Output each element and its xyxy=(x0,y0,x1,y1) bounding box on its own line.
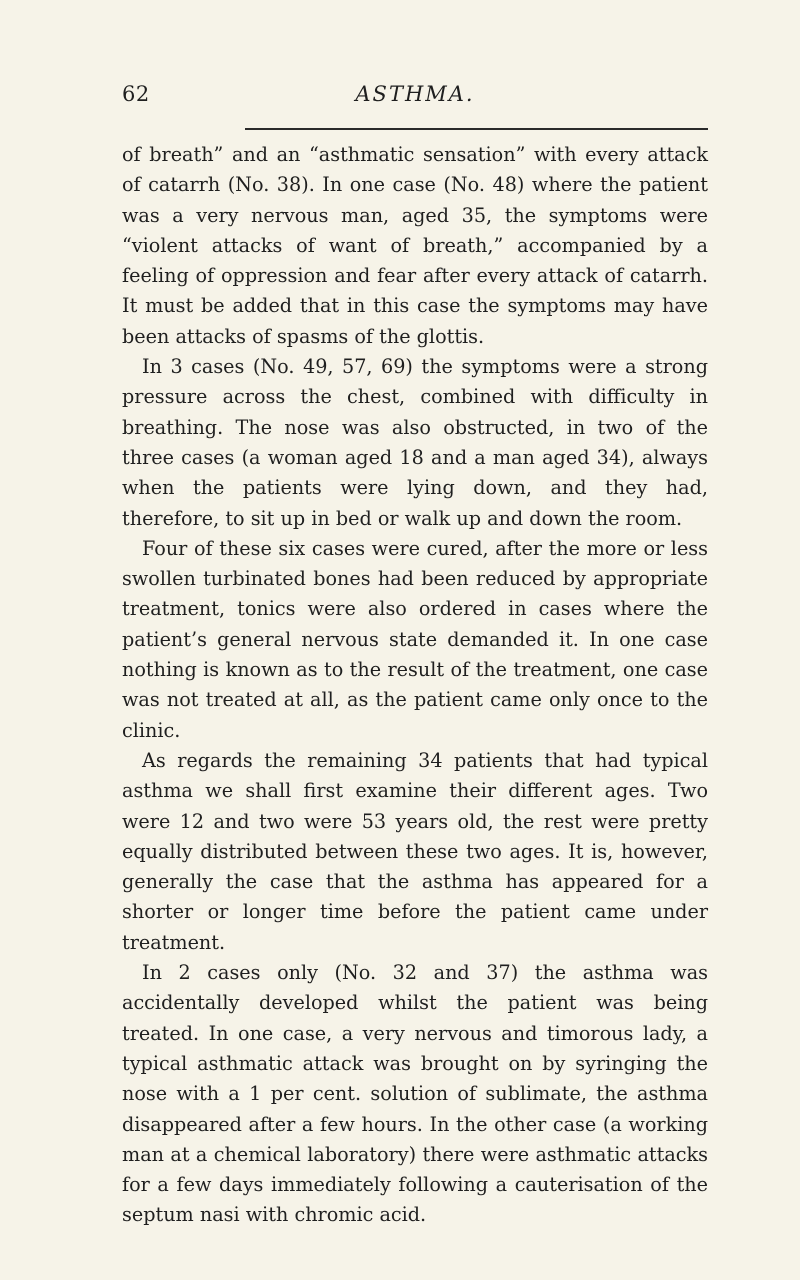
paragraph: As regards the remaining 34 patients that had typical asthma we shall first examine their different ages. Two were 12 and two were 53 years old, the rest were pretty equally distributed between these two ages. It is, however, generally the case that the asthma has appeared for a shorter or longer time before the patient came under treatment. xyxy=(122,748,708,954)
header-rule xyxy=(245,128,708,130)
body-text xyxy=(122,140,708,1231)
paragraph: Four of these six cases were cured, after the more or less swollen turbinated bones had been reduced by appropriate treatment, tonics were also ordered in cases where the patient’s general nervous state demanded it. In one case nothing is known as to the result of the treatment, one case was not treated at all, as the patient came only once to the clinic. xyxy=(122,536,708,742)
paragraph: In 2 cases only (No. 32 and 37) the asthma was accidentally developed whilst the patient was being treated. In one case, a very nervous and timorous lady, a typical asthmatic attack was brought on by syringing the nose with a 1 per cent. solution of sublimate, the asthma disappeared after a few hours. In the other case (a working man at a chemical laboratory) there were asthmatic attacks for a few days immediately following a cauterisation of the septum nasi with chromic acid. xyxy=(122,961,708,1227)
page-header xyxy=(122,82,708,116)
paragraph: of breath” and an “asthmatic sensation” with every attack of catarrh (No. 38). In one case (No. 48) where the patient was a very nervous man, aged 35, the symptoms were “violent attacks of want of breath,” accompanied by a feeling of oppression and fear after every attack of catarrh. It must be added that in this case the symptoms may have been attacks of spasms of the glottis. xyxy=(122,143,708,348)
page-number: 62 xyxy=(122,82,150,106)
paragraph: In 3 cases (No. 49, 57, 69) the symptoms were a strong pressure across the chest, combined with difficulty in breathing. The nose was also obstructed, in two of the three cases (a woman aged 18 and a man aged 34), always when the patients were lying down, and they had, therefore, to sit up in bed or walk up and down the room. xyxy=(122,355,708,530)
running-title: ASTHMA. xyxy=(355,82,475,106)
